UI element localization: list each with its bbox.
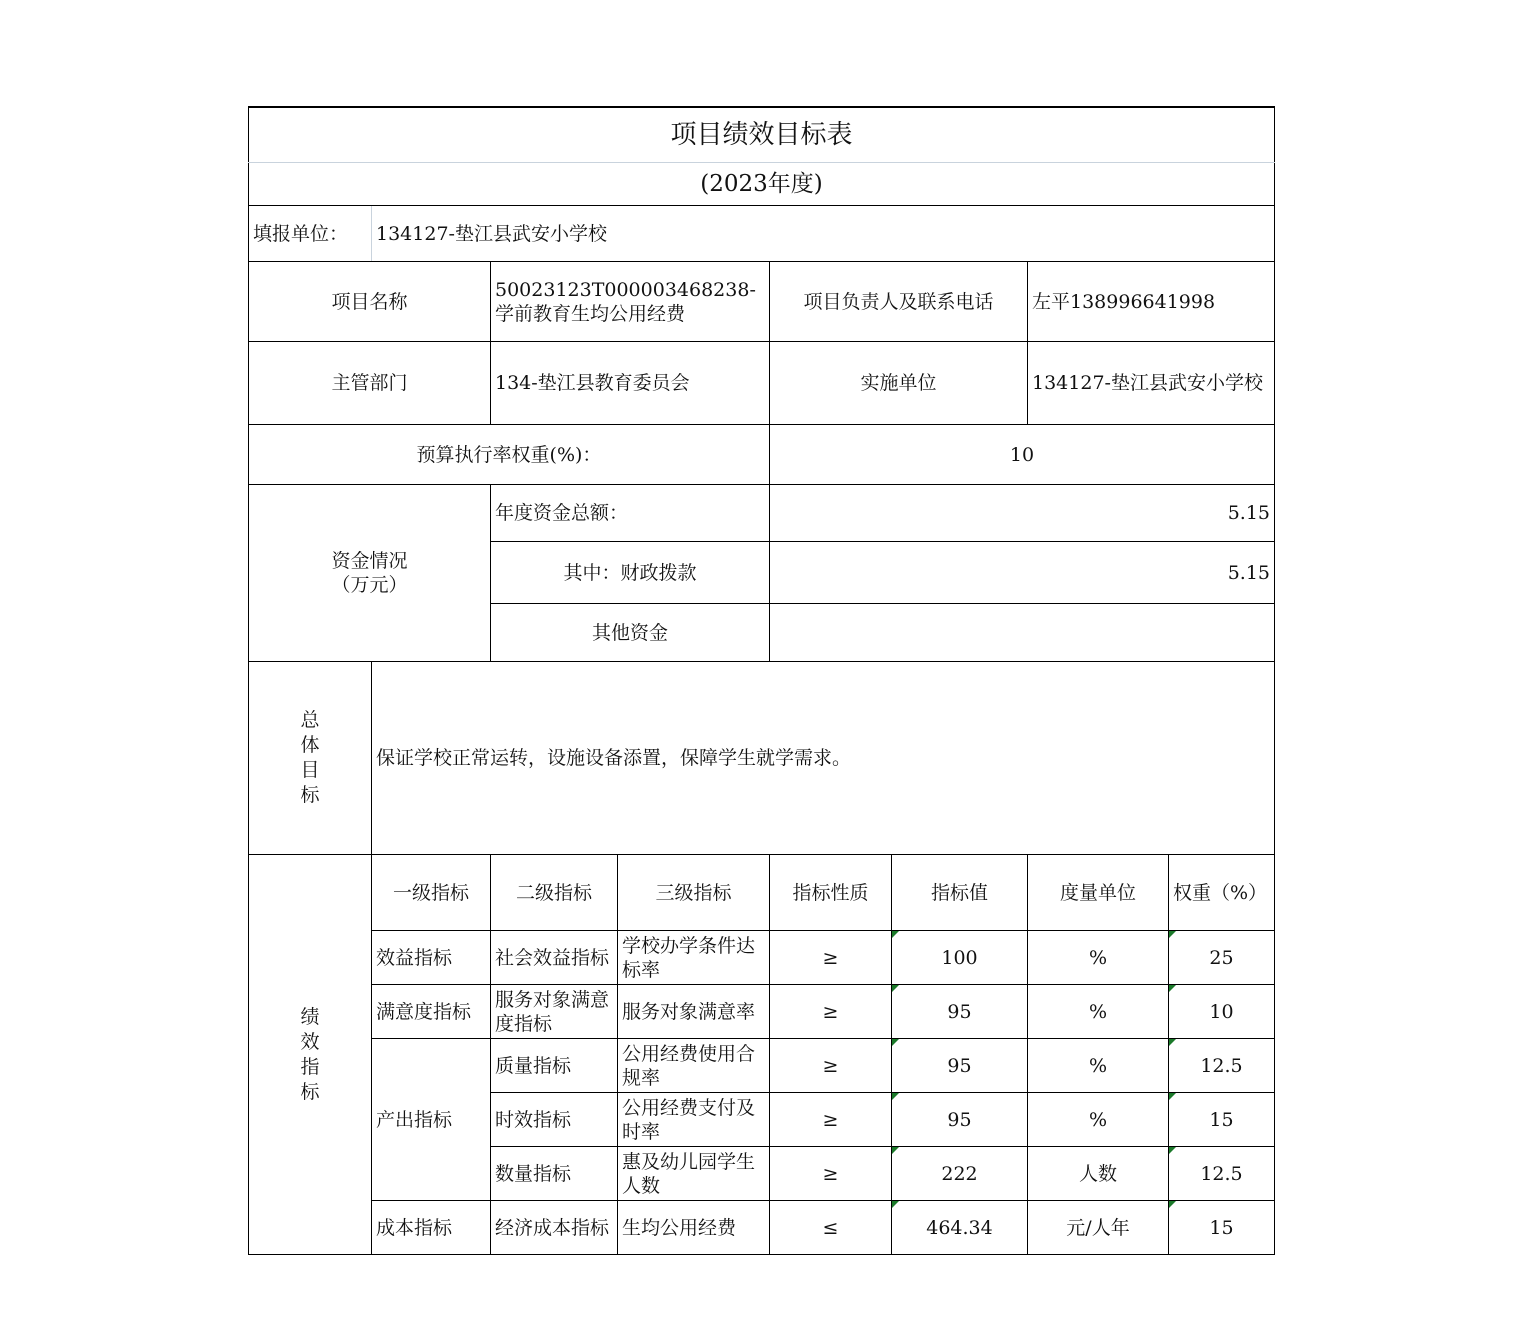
level2-cell: 经济成本指标 — [491, 1201, 618, 1255]
level1-output: 产出指标 — [372, 1039, 491, 1201]
annual-total-label: 年度资金总额： — [491, 485, 770, 542]
header-level1: 一级指标 — [372, 855, 491, 931]
level2-cell: 社会效益指标 — [491, 931, 618, 985]
department-label: 主管部门 — [249, 342, 491, 425]
performance-target-sheet — [248, 106, 1274, 1255]
performance-target-table — [248, 106, 1275, 1255]
header-level2: 二级指标 — [491, 855, 618, 931]
value-cell: 222 — [892, 1147, 1028, 1201]
level2-cell: 质量指标 — [491, 1039, 618, 1093]
weight-cell: 10 — [1169, 985, 1275, 1039]
reporting-unit-label: 填报单位： — [249, 206, 372, 262]
header-weight: 权重（%） — [1169, 855, 1275, 931]
level3-cell: 公用经费支付及时率 — [618, 1093, 770, 1147]
table-row — [249, 985, 1275, 1039]
unit-cell: % — [1028, 985, 1169, 1039]
weight-cell: 25 — [1169, 931, 1275, 985]
level3-cell: 惠及幼儿园学生人数 — [618, 1147, 770, 1201]
level2-cell: 数量指标 — [491, 1147, 618, 1201]
level2-cell: 时效指标 — [491, 1093, 618, 1147]
level1-benefit: 效益指标 — [372, 931, 491, 985]
other-funds-value — [770, 604, 1275, 662]
unit-cell: 元/人年 — [1028, 1201, 1169, 1255]
header-level3: 三级指标 — [618, 855, 770, 931]
level3-cell: 公用经费使用合规率 — [618, 1039, 770, 1093]
implementer-label: 实施单位 — [770, 342, 1028, 425]
level3-cell: 学校办学条件达标率 — [618, 931, 770, 985]
implementer-value: 134127-垫江县武安小学校 — [1028, 342, 1275, 425]
project-lead-label: 项目负责人及联系电话 — [770, 262, 1028, 342]
nature-cell: ≥ — [770, 1093, 892, 1147]
budget-weight-label: 预算执行率权重(%)： — [249, 425, 770, 485]
project-name-label: 项目名称 — [249, 262, 491, 342]
header-nature: 指标性质 — [770, 855, 892, 931]
value-cell: 95 — [892, 1093, 1028, 1147]
funds-label — [249, 485, 491, 662]
unit-cell: % — [1028, 1093, 1169, 1147]
nature-cell: ≥ — [770, 1147, 892, 1201]
value-cell: 95 — [892, 985, 1028, 1039]
unit-cell: % — [1028, 1039, 1169, 1093]
level3-cell: 生均公用经费 — [618, 1201, 770, 1255]
nature-cell: ≥ — [770, 931, 892, 985]
project-name-value: 50023123T000003468238-学前教育生均公用经费 — [491, 262, 770, 342]
value-cell: 464.34 — [892, 1201, 1028, 1255]
nature-cell: ≥ — [770, 985, 892, 1039]
budget-weight-value: 10 — [770, 425, 1275, 485]
table-row — [249, 1201, 1275, 1255]
indicators-label — [249, 855, 372, 1255]
overall-goal-label-text: 总体目标 — [300, 709, 320, 806]
level1-cost: 成本指标 — [372, 1201, 491, 1255]
overall-goal-label — [249, 662, 372, 855]
table-row — [249, 1039, 1275, 1093]
nature-cell: ≤ — [770, 1201, 892, 1255]
value-cell: 100 — [892, 931, 1028, 985]
header-unit: 度量单位 — [1028, 855, 1169, 931]
value-cell: 95 — [892, 1039, 1028, 1093]
reporting-unit-value: 134127-垫江县武安小学校 — [372, 206, 1275, 262]
weight-cell: 12.5 — [1169, 1039, 1275, 1093]
unit-cell: 人数 — [1028, 1147, 1169, 1201]
indicators-label-text: 绩效指标 — [300, 1005, 320, 1103]
fiscal-funds-label: 其中：财政拨款 — [491, 542, 770, 604]
level2-cell: 服务对象满意度指标 — [491, 985, 618, 1039]
level3-cell: 服务对象满意率 — [618, 985, 770, 1039]
table-row — [249, 931, 1275, 985]
overall-goal-value: 保证学校正常运转，设施设备添置，保障学生就学需求。 — [372, 662, 1275, 855]
header-value: 指标值 — [892, 855, 1028, 931]
fiscal-funds-value: 5.15 — [770, 542, 1275, 604]
year-subtitle: (2023年度) — [249, 163, 1275, 206]
page-title: 项目绩效目标表 — [249, 107, 1275, 163]
weight-cell: 15 — [1169, 1201, 1275, 1255]
department-value: 134-垫江县教育委员会 — [491, 342, 770, 425]
project-lead-value: 左平138996641998 — [1028, 262, 1275, 342]
unit-cell: % — [1028, 931, 1169, 985]
annual-total-value: 5.15 — [770, 485, 1275, 542]
funds-label-text: 资金情况（万元） — [331, 550, 408, 596]
weight-cell: 12.5 — [1169, 1147, 1275, 1201]
other-funds-label: 其他资金 — [491, 604, 770, 662]
level1-satisfaction: 满意度指标 — [372, 985, 491, 1039]
weight-cell: 15 — [1169, 1093, 1275, 1147]
nature-cell: ≥ — [770, 1039, 892, 1093]
